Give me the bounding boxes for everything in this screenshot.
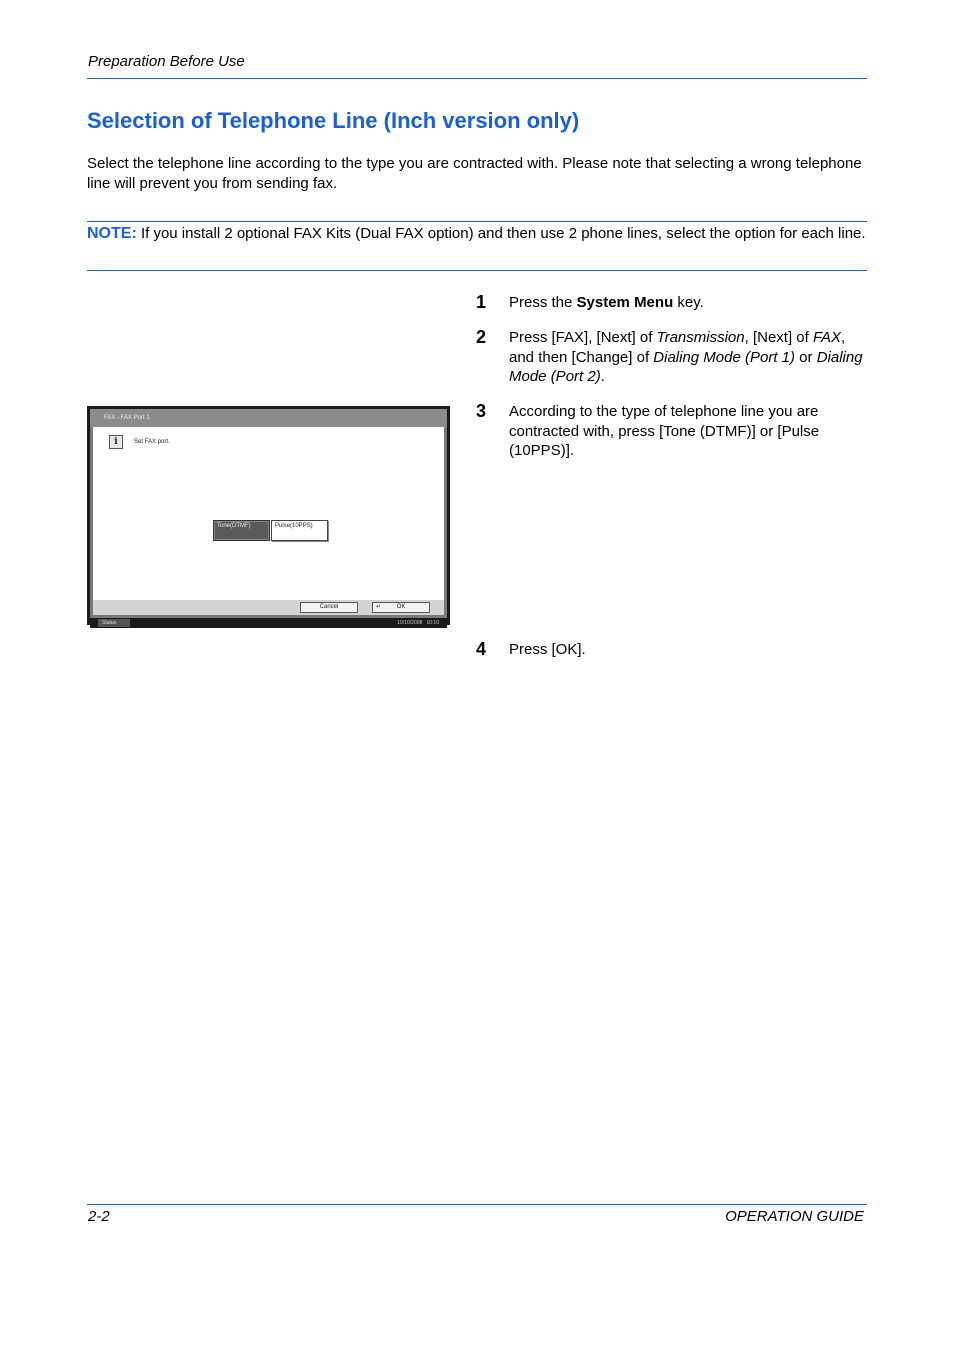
note-top-rule bbox=[87, 221, 867, 222]
step-text-run: Transmission bbox=[656, 329, 745, 346]
step-text-run: Press [FAX], [Next] of bbox=[509, 329, 657, 346]
intro-paragraph: Select the telephone line according to the type you are contracted with. Please note that selecting a wrong telephone line will prevent you from sending fax. bbox=[87, 155, 862, 192]
header-rule bbox=[87, 78, 867, 79]
step-text-run: , and then [Change] of bbox=[509, 329, 846, 366]
page-title: Selection of Telephone Line (Inch version only) bbox=[87, 108, 580, 133]
cancel-button[interactable]: Cancel bbox=[300, 602, 358, 613]
panel-frame bbox=[90, 409, 447, 626]
step-text-run: FAX bbox=[812, 329, 842, 346]
status-button[interactable]: Status bbox=[98, 619, 130, 627]
info-icon: i bbox=[109, 435, 123, 449]
step-text bbox=[509, 402, 869, 461]
panel-bottom-bar bbox=[93, 600, 444, 615]
step-text-run: . bbox=[600, 368, 605, 385]
ok-button[interactable] bbox=[372, 602, 430, 613]
pulse-10pps-button[interactable]: Pulse(10PPS) bbox=[271, 520, 328, 541]
tone-dtmf-button[interactable]: Tone(DTMF) bbox=[213, 520, 270, 541]
guide-title: OPERATION GUIDE bbox=[725, 1208, 864, 1225]
panel-title: FAX - FAX Port 1 bbox=[90, 409, 447, 427]
panel-body bbox=[93, 427, 444, 600]
step-number: 1 bbox=[476, 292, 487, 312]
step-text-run: System Menu bbox=[576, 294, 674, 311]
panel-time: 10:10 bbox=[426, 620, 439, 626]
step-text bbox=[509, 640, 869, 660]
step-text-run: key. bbox=[673, 294, 704, 311]
enter-icon: ↵ bbox=[376, 604, 382, 610]
step-text-run: or bbox=[795, 348, 817, 366]
panel-clock bbox=[397, 619, 439, 627]
section-title: Preparation Before Use bbox=[88, 53, 245, 70]
step-number: 4 bbox=[476, 639, 487, 659]
step-text-run: Dialing Mode (Port 2) bbox=[509, 348, 863, 385]
step-text-run: According to the type of telephone line you are contracted with, press [Tone (DTMF)] or [Pulse (10PPS)]. bbox=[509, 403, 820, 459]
note-bottom-rule bbox=[87, 270, 867, 271]
step-text-run: Press the bbox=[509, 294, 577, 311]
step-text bbox=[509, 293, 869, 313]
panel-screenshot bbox=[87, 406, 450, 625]
step-text-run: , [Next] of bbox=[744, 329, 813, 346]
note-text: If you install 2 optional FAX Kits (Dual FAX option) and then use 2 phone lines, select the option for each line. bbox=[136, 225, 866, 242]
step-text bbox=[509, 328, 869, 387]
panel-date: 10/10/2008 bbox=[397, 620, 423, 626]
step-text-run: Press [OK]. bbox=[509, 641, 586, 658]
step-number: 3 bbox=[476, 401, 487, 421]
step-number: 2 bbox=[476, 327, 487, 347]
note-label: NOTE: bbox=[87, 225, 137, 242]
footer-rule bbox=[87, 1204, 867, 1205]
panel-status-bar bbox=[90, 618, 447, 628]
note-box bbox=[87, 224, 867, 244]
page-number: 2-2 bbox=[88, 1208, 110, 1225]
step-text-run: Dialing Mode (Port 1) bbox=[653, 348, 796, 366]
ok-label: OK bbox=[396, 604, 406, 610]
panel-message: Set FAX port. bbox=[134, 439, 170, 445]
